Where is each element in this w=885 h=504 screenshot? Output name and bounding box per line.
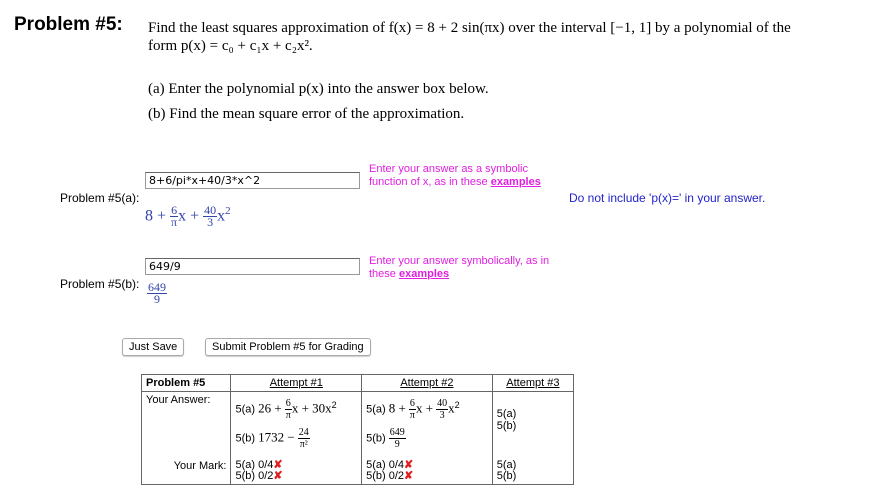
answer-a-hint	[369, 163, 559, 189]
answer-a-examples-link[interactable]: examples	[490, 176, 541, 188]
answer-b-label: Problem #5(b):	[60, 277, 140, 291]
answer-b-hint-text: Enter your answer symbolically, as in these	[369, 255, 550, 280]
attempts-table	[141, 374, 574, 485]
preview-a-fraction-2: $\frac{40}{3}$	[204, 203, 217, 230]
attempt-3-mark-b: 5(b)	[496, 470, 517, 482]
answer-a-hint-text: Enter your answer as a symbolic function of x, as in these	[369, 163, 528, 188]
preview-a-term1: 8 +	[145, 207, 167, 225]
answer-a-note: Do not include 'p(x)=' in your answer.	[569, 191, 766, 205]
attempts-header-row	[142, 375, 574, 392]
attempt-1-header: Attempt #1	[231, 375, 362, 392]
attempt-2-header: Attempt #2	[362, 375, 493, 392]
wrong-mark-icon: ✘	[404, 470, 414, 482]
part-b-instruction: (b) Find the mean square error of the approximation.	[148, 106, 465, 122]
attempt-1-answer-a: 5(a) 26 + $\frac{6}{\pi}$ $x + 30x^2$	[235, 398, 337, 421]
problem-title: Problem #5:	[14, 14, 123, 35]
wrong-mark-icon: ✘	[273, 459, 283, 471]
just-save-button[interactable]: Just Save	[122, 338, 184, 356]
answer-a-input[interactable]: 8+6/pi*x+40/3*x^2	[145, 172, 360, 189]
attempt-1-answer-b: 5(b) 1732 − $\frac{24}{\text{π²}}$	[235, 427, 309, 450]
preview-a-fraction-1: $\frac{6}{\pi}$	[171, 203, 178, 230]
your-mark-row	[142, 458, 574, 485]
attempt-2-answer-b: 5(b) $\frac{649}{9}$	[366, 427, 405, 450]
wrong-mark-icon: ✘	[273, 470, 283, 482]
attempt-2-mark-a: 5(a) 0/4✘	[366, 459, 414, 471]
answer-a-label: Problem #5(a):	[60, 191, 140, 205]
your-answer-label: Your Answer:	[142, 392, 231, 459]
answer-b-hint	[369, 255, 559, 281]
your-mark-label: Your Mark:	[142, 458, 231, 485]
attempt-3-answer-a: 5(a)	[496, 408, 517, 420]
answer-b-preview	[147, 282, 167, 305]
statement-line-2: form p(x) = c₀ + c₁x + c₂x².	[148, 38, 313, 54]
attempt-1-mark	[231, 458, 362, 485]
attempt-3-mark	[492, 458, 573, 485]
answer-a-preview	[145, 205, 231, 228]
attempt-2-mark	[362, 458, 493, 485]
attempt-1-mark-a: 5(a) 0/4✘	[235, 459, 283, 471]
answer-b-input[interactable]: 649/9	[145, 258, 360, 275]
submit-grading-button[interactable]: Submit Problem #5 for Grading	[205, 338, 371, 356]
your-answer-row	[142, 392, 574, 459]
attempt-2-answer	[362, 392, 493, 459]
attempts-problem-header: Problem #5	[142, 375, 231, 392]
statement-line-1: Find the least squares approximation of f(x) = 8 + 2 sin(πx) over the interval [−1, 1] by a polynomial of the	[148, 20, 791, 36]
attempt-2-answer-a: 5(a) 8 + $\frac{6}{\pi}$ x + $\frac{40}{3}$ $x^2$	[366, 398, 460, 421]
preview-b-fraction: $\frac{649}{9}$	[148, 280, 166, 306]
attempt-1-mark-b: 5(b) 0/2✘	[235, 470, 283, 482]
preview-a-term2: x +	[178, 207, 200, 225]
attempt-3-header: Attempt #3	[492, 375, 573, 392]
preview-a-exponent: 2	[225, 205, 231, 217]
attempt-2-mark-b: 5(b) 0/2✘	[366, 470, 414, 482]
answer-b-examples-link[interactable]: examples	[398, 268, 450, 280]
preview-a-term3: x	[217, 207, 226, 225]
wrong-mark-icon: ✘	[404, 459, 414, 471]
attempt-1-answer	[231, 392, 362, 459]
problem-statement	[148, 19, 883, 55]
part-a-instruction: (a) Enter the polynomial p(x) into the answer box below.	[148, 81, 489, 97]
attempt-3-answer-b: 5(b)	[496, 420, 517, 432]
attempt-3-mark-a: 5(a)	[496, 459, 517, 471]
attempt-3-answer	[492, 392, 573, 459]
